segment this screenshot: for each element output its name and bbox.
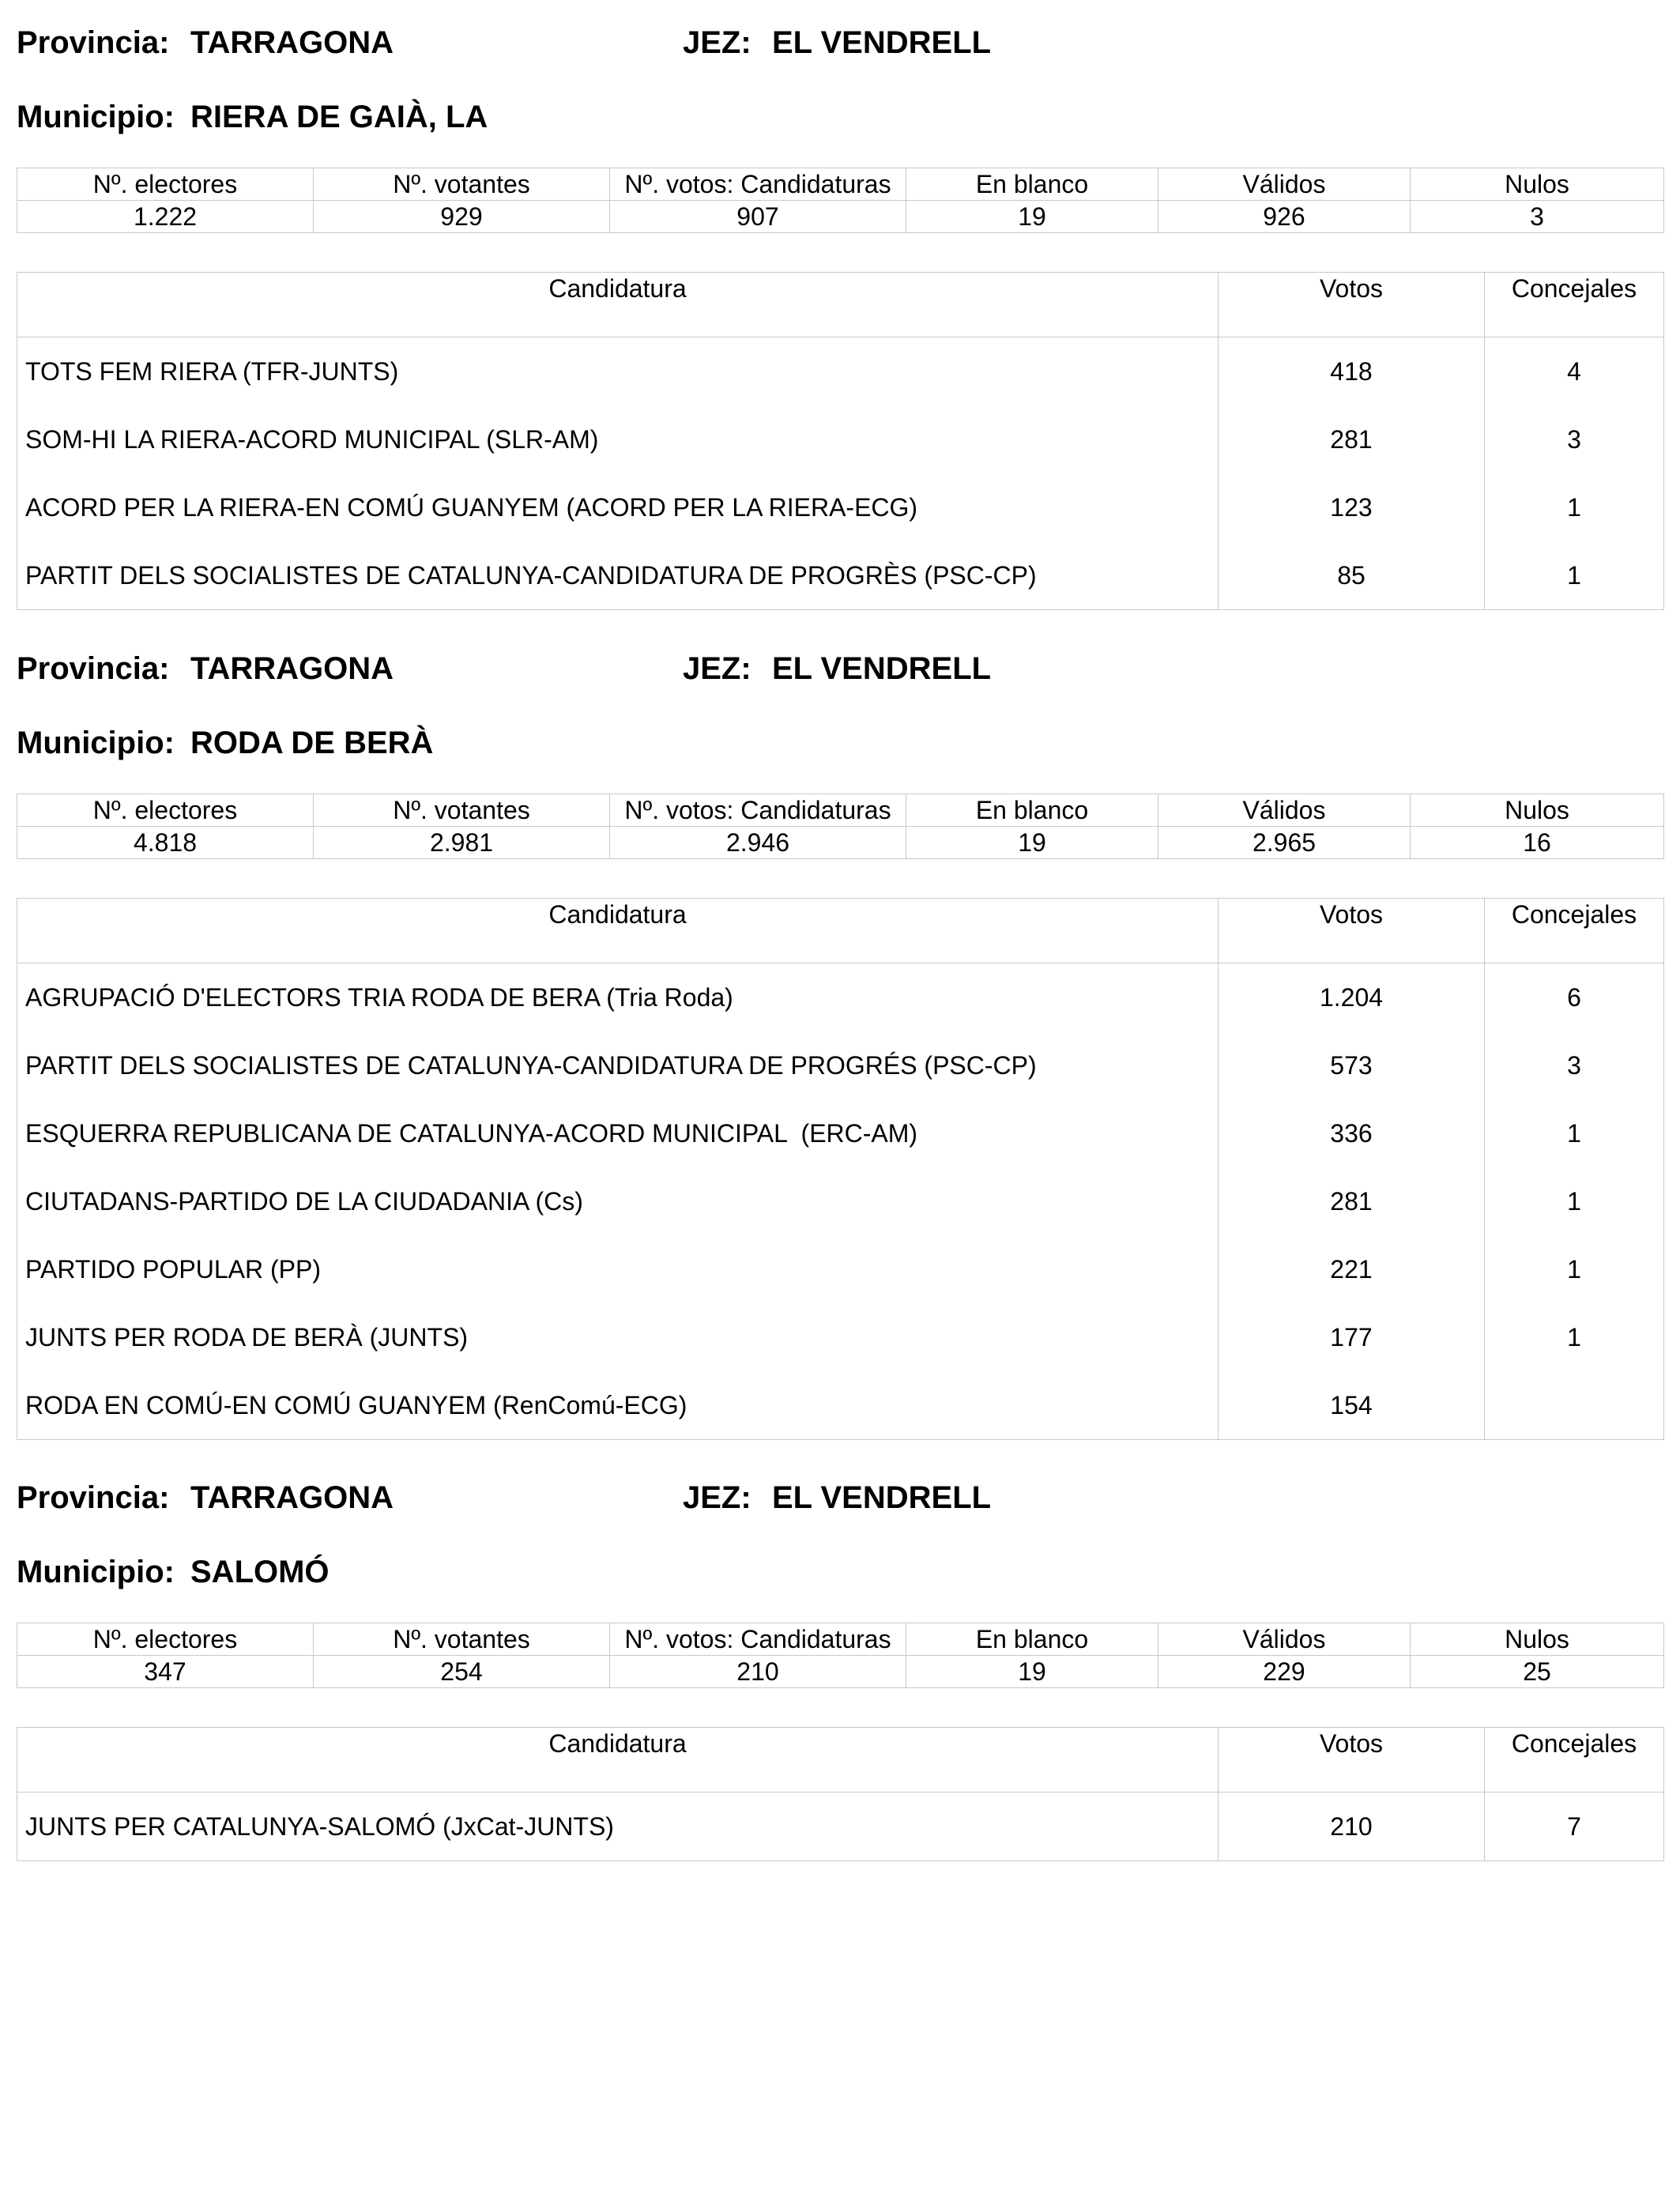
electores-header: Nº. electores — [17, 794, 314, 827]
municipio-label: Municipio: — [17, 100, 175, 134]
votos-value: 177 — [1219, 1303, 1485, 1371]
votos-value: 85 — [1219, 541, 1485, 610]
candidatura-name: JUNTS PER CATALUNYA-SALOMÓ (JxCat-JUNTS) — [17, 1793, 1219, 1861]
nulos-header: Nulos — [1411, 168, 1664, 201]
summary-value-row — [17, 201, 1664, 233]
votos-value: 123 — [1219, 473, 1485, 541]
electores-value: 4.818 — [17, 827, 314, 859]
provincia-label: Provincia: — [17, 25, 170, 60]
candidatura-name: CIUTADANS-PARTIDO DE LA CIUDADANIA (Cs) — [17, 1167, 1219, 1235]
provincia-label: Provincia: — [17, 1480, 170, 1515]
votos-candidaturas-value: 210 — [610, 1656, 906, 1688]
results-table — [17, 1727, 1664, 1861]
summary-value-row — [17, 827, 1664, 859]
concejales-header: Concejales — [1485, 899, 1664, 963]
municipality-section — [17, 1480, 1663, 1875]
municipality-section — [17, 25, 1663, 610]
candidatura-header: Candidatura — [17, 273, 1219, 337]
electores-header: Nº. electores — [17, 168, 314, 201]
candidatura-name: ACORD PER LA RIERA-EN COMÚ GUANYEM (ACORD PER LA RIERA-ECG) — [17, 473, 1219, 541]
concejales-value: 1 — [1485, 1099, 1664, 1167]
votos-value: 573 — [1219, 1031, 1485, 1099]
votos-value: 210 — [1219, 1793, 1485, 1861]
summary-header-row — [17, 794, 1664, 827]
candidatura-name: PARTIT DELS SOCIALISTES DE CATALUNYA-CANDIDATURA DE PROGRÉS (PSC-CP) — [17, 1031, 1219, 1099]
votantes-value: 254 — [314, 1656, 610, 1688]
results-header-row — [17, 1728, 1664, 1793]
votantes-value: 929 — [314, 201, 610, 233]
candidatura-name: ESQUERRA REPUBLICANA DE CATALUNYA-ACORD MUNICIPAL (ERC-AM) — [17, 1099, 1219, 1167]
results-table — [17, 272, 1664, 610]
validos-value: 926 — [1158, 201, 1411, 233]
validos-value: 2.965 — [1158, 827, 1411, 859]
electores-value: 1.222 — [17, 201, 314, 233]
concejales-header: Concejales — [1485, 1728, 1664, 1793]
province-row — [17, 651, 1663, 691]
summary-table — [17, 1623, 1664, 1688]
votos-header: Votos — [1219, 1728, 1485, 1793]
concejales-value: 1 — [1485, 1235, 1664, 1303]
candidatura-header: Candidatura — [17, 1728, 1219, 1793]
votos-candidaturas-header: Nº. votos: Candidaturas — [610, 794, 906, 827]
municipio-label: Municipio: — [17, 1555, 175, 1589]
municipio-label: Municipio: — [17, 726, 175, 760]
table-row — [17, 405, 1664, 473]
en-blanco-value: 19 — [906, 1656, 1158, 1688]
nulos-header: Nulos — [1411, 794, 1664, 827]
electores-value: 347 — [17, 1656, 314, 1688]
table-row — [17, 1099, 1664, 1167]
table-row — [17, 1303, 1664, 1371]
candidatura-name: PARTIDO POPULAR (PP) — [17, 1235, 1219, 1303]
nulos-value: 25 — [1411, 1656, 1664, 1688]
table-row — [17, 1031, 1664, 1099]
concejales-value: 6 — [1485, 963, 1664, 1032]
votos-value: 1.204 — [1219, 963, 1485, 1032]
validos-header: Válidos — [1158, 1623, 1411, 1656]
table-row — [17, 473, 1664, 541]
province-row — [17, 25, 1663, 65]
jez-label: JEZ: — [683, 651, 751, 686]
en-blanco-value: 19 — [906, 827, 1158, 859]
summary-table — [17, 168, 1664, 233]
province-row — [17, 1480, 1663, 1520]
provincia-value: TARRAGONA — [190, 651, 394, 686]
en-blanco-header: En blanco — [906, 794, 1158, 827]
votos-header: Votos — [1219, 273, 1485, 337]
candidatura-name: JUNTS PER RODA DE BERÀ (JUNTS) — [17, 1303, 1219, 1371]
provincia-label: Provincia: — [17, 651, 170, 686]
concejales-value: 3 — [1485, 405, 1664, 473]
electores-header: Nº. electores — [17, 1623, 314, 1656]
candidatura-name: SOM-HI LA RIERA-ACORD MUNICIPAL (SLR-AM) — [17, 405, 1219, 473]
jez-value: EL VENDRELL — [772, 1480, 992, 1515]
summary-header-row — [17, 168, 1664, 201]
nulos-value: 3 — [1411, 201, 1664, 233]
en-blanco-value: 19 — [906, 201, 1158, 233]
concejales-value: 1 — [1485, 541, 1664, 610]
table-row — [17, 1793, 1664, 1861]
votos-value: 281 — [1219, 405, 1485, 473]
concejales-value: 4 — [1485, 337, 1664, 406]
candidatura-name: TOTS FEM RIERA (TFR-JUNTS) — [17, 337, 1219, 406]
en-blanco-header: En blanco — [906, 168, 1158, 201]
concejales-value — [1485, 1371, 1664, 1440]
municipality-row — [17, 726, 1663, 765]
validos-value: 229 — [1158, 1656, 1411, 1688]
votantes-value: 2.981 — [314, 827, 610, 859]
results-table — [17, 898, 1664, 1440]
candidatura-name: AGRUPACIÓ D'ELECTORS TRIA RODA DE BERA (Tria Roda) — [17, 963, 1219, 1032]
provincia-value: TARRAGONA — [190, 25, 394, 60]
concejales-value: 7 — [1485, 1793, 1664, 1861]
table-row — [17, 1371, 1664, 1440]
table-row — [17, 1167, 1664, 1235]
municipio-value: RODA DE BERÀ — [190, 726, 434, 760]
votos-value: 281 — [1219, 1167, 1485, 1235]
votos-candidaturas-header: Nº. votos: Candidaturas — [610, 1623, 906, 1656]
concejales-value: 1 — [1485, 1167, 1664, 1235]
provincia-value: TARRAGONA — [190, 1480, 394, 1515]
votos-value: 336 — [1219, 1099, 1485, 1167]
nulos-header: Nulos — [1411, 1623, 1664, 1656]
municipality-row — [17, 1555, 1663, 1594]
concejales-value: 3 — [1485, 1031, 1664, 1099]
en-blanco-header: En blanco — [906, 1623, 1158, 1656]
votos-value: 418 — [1219, 337, 1485, 406]
concejales-header: Concejales — [1485, 273, 1664, 337]
concejales-value: 1 — [1485, 1303, 1664, 1371]
votantes-header: Nº. votantes — [314, 1623, 610, 1656]
validos-header: Válidos — [1158, 168, 1411, 201]
table-row — [17, 1235, 1664, 1303]
votos-candidaturas-value: 907 — [610, 201, 906, 233]
municipio-value: RIERA DE GAIÀ, LA — [190, 100, 488, 134]
results-header-row — [17, 273, 1664, 337]
summary-table — [17, 794, 1664, 859]
jez-label: JEZ: — [683, 1480, 751, 1515]
candidatura-header: Candidatura — [17, 899, 1219, 963]
validos-header: Válidos — [1158, 794, 1411, 827]
table-row — [17, 541, 1664, 610]
votos-candidaturas-value: 2.946 — [610, 827, 906, 859]
table-row — [17, 963, 1664, 1032]
summary-value-row — [17, 1656, 1664, 1688]
votos-header: Votos — [1219, 899, 1485, 963]
summary-header-row — [17, 1623, 1664, 1656]
municipality-section — [17, 651, 1663, 1442]
nulos-value: 16 — [1411, 827, 1664, 859]
jez-value: EL VENDRELL — [772, 25, 992, 60]
votos-value: 154 — [1219, 1371, 1485, 1440]
table-row — [17, 337, 1664, 406]
votantes-header: Nº. votantes — [314, 168, 610, 201]
votantes-header: Nº. votantes — [314, 794, 610, 827]
candidatura-name: PARTIT DELS SOCIALISTES DE CATALUNYA-CANDIDATURA DE PROGRÈS (PSC-CP) — [17, 541, 1219, 610]
results-header-row — [17, 899, 1664, 963]
votos-value: 221 — [1219, 1235, 1485, 1303]
municipality-row — [17, 100, 1663, 139]
jez-value: EL VENDRELL — [772, 651, 992, 686]
municipio-value: SALOMÓ — [190, 1555, 330, 1589]
concejales-value: 1 — [1485, 473, 1664, 541]
candidatura-name: RODA EN COMÚ-EN COMÚ GUANYEM (RenComú-ECG) — [17, 1371, 1219, 1440]
jez-label: JEZ: — [683, 25, 751, 60]
votos-candidaturas-header: Nº. votos: Candidaturas — [610, 168, 906, 201]
